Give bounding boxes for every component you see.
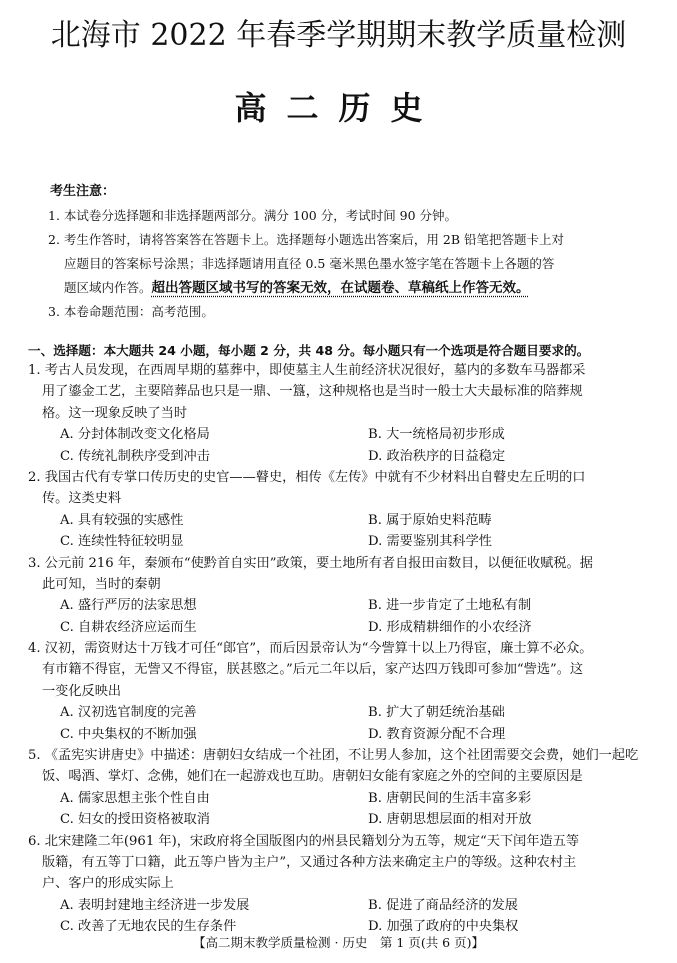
question-text: 6. 北宋建隆二年(961 年)，宋政府将全国版图内的州县民籍划分为五等，规定“天下闰年造五等 bbox=[28, 833, 580, 849]
option-d: D. 唐朝思想层面的相对开放 bbox=[368, 812, 532, 828]
question-text: 户、客户的形成实际上 bbox=[42, 876, 174, 892]
option-b: B. 进一步肯定了土地私有制 bbox=[368, 598, 532, 614]
option-b: B. 唐朝民间的生活丰富多彩 bbox=[368, 790, 532, 806]
option-a: A. 盛行严厉的法家思想 bbox=[60, 598, 197, 614]
notice-line-2b: 应题目的答案标号涂黑；非选择题请用直径 0.5 毫米黑色墨水签字笔在答题卡上各题的答 bbox=[64, 256, 555, 271]
question-text: 1. 考古人员发现，在西周早期的墓葬中，即使墓主人生前经济状况很好，墓内的多数车马器都采 bbox=[28, 363, 586, 378]
question-text: 5. 《孟宪实讲唐史》中描述：唐朝妇女结成一个社团，不让男人参加，这个社团需要交会费，她们一起吃 bbox=[28, 748, 639, 764]
answer-options bbox=[28, 895, 656, 938]
answer-options bbox=[28, 702, 656, 745]
question-text: 有市籍不得宦，无訾又不得宦，朕甚愍之。”后元二年以后，家产达四万钱即可参加“訾选”。这 bbox=[42, 662, 584, 678]
option-a: A. 儒家思想主张个性自由 bbox=[60, 790, 210, 806]
question-2 bbox=[28, 467, 656, 553]
option-a: A. 具有较强的实感性 bbox=[60, 512, 184, 528]
notice-line-1: 1. 本试卷分选择题和非选择题两部分。满分 100 分，考试时间 90 分钟。 bbox=[48, 208, 458, 223]
question-text: 4. 汉初，需资财达十万钱才可任“郎官”，而后因景帝认为“今訾算十以上乃得宦，廉士算不必众。 bbox=[28, 641, 593, 657]
option-a: A. 分封体制改变文化格局 bbox=[60, 427, 210, 443]
option-d: D. 教育资源分配不合理 bbox=[368, 726, 506, 742]
option-c: C. 改善了无地农民的生存条件 bbox=[60, 919, 237, 935]
answer-options bbox=[28, 424, 656, 467]
question-list bbox=[28, 360, 656, 938]
option-d: D. 加强了政府的中央集权 bbox=[368, 919, 519, 935]
question-1 bbox=[28, 360, 656, 467]
option-c: C. 连续性特征较明显 bbox=[60, 534, 184, 550]
answer-options bbox=[28, 788, 656, 831]
option-d: D. 政治秩序的日益稳定 bbox=[368, 448, 506, 464]
option-c: C. 中央集权的不断加强 bbox=[60, 726, 197, 742]
notice-line-3: 3. 本卷命题范围：高考范围。 bbox=[48, 304, 214, 319]
option-d: D. 需要鉴别其科学性 bbox=[368, 534, 492, 550]
option-c: C. 传统礼制秩序受到冲击 bbox=[60, 448, 210, 464]
exam-subject: 高二历史 bbox=[234, 89, 443, 127]
question-text: 此可知，当时的秦朝 bbox=[42, 576, 161, 592]
option-b: B. 扩大了朝廷统治基础 bbox=[368, 705, 505, 721]
question-6 bbox=[28, 831, 656, 938]
option-a: A. 表明封建地主经济进一步发展 bbox=[60, 897, 250, 913]
candidate-notice bbox=[48, 180, 638, 324]
option-b: B. 属于原始史料范畴 bbox=[368, 512, 492, 528]
answer-options bbox=[28, 510, 656, 553]
option-b: B. 大一统格局初步形成 bbox=[368, 427, 505, 443]
question-text: 饭、喝酒、掌灯、念佛，她们在一起游戏也互助。唐朝妇女能有家庭之外的空间的主要原因是 bbox=[42, 769, 583, 785]
option-d: D. 形成精耕细作的小农经济 bbox=[368, 619, 532, 635]
notice-line-2c-plain: 题区域内作答。 bbox=[64, 280, 152, 295]
question-text: 一变化反映出 bbox=[42, 683, 122, 699]
question-4 bbox=[28, 638, 656, 745]
question-text: 传。这类史料 bbox=[42, 491, 122, 507]
notice-heading: 考生注意： bbox=[50, 184, 116, 199]
question-5 bbox=[28, 745, 656, 831]
option-a: A. 汉初选官制度的完善 bbox=[60, 705, 197, 721]
option-b: B. 促进了商品经济的发展 bbox=[368, 897, 518, 913]
option-c: C. 自耕农经济应运而生 bbox=[60, 619, 197, 635]
section-heading: 一、选择题：本大题共 24 小题，每小题 2 分，共 48 分。每小题只有一个选项是符合题目要求的。 bbox=[28, 343, 590, 358]
question-text: 格。这一现象反映了当时 bbox=[42, 405, 188, 421]
page-footer: 【高二期末教学质量检测 · 历史 第 1 页(共 6 页)】 bbox=[193, 935, 484, 950]
question-text: 版籍，有五等丁口籍，此五等户皆为主户”，又通过各种方法来确定主户的等级。这种农村主 bbox=[42, 854, 577, 870]
exam-title: 北海市 2022 年春季学期期末教学质量检测 bbox=[50, 18, 627, 53]
option-c: C. 妇女的授田资格被取消 bbox=[60, 812, 210, 828]
question-3 bbox=[28, 553, 656, 639]
notice-emphasis: 超出答题区域书写的答案无效，在试题卷、草稿纸上作答无效。 bbox=[151, 280, 530, 296]
notice-line-2a: 2. 考生作答时，请将答案答在答题卡上。选择题每小题选出答案后，用 2B 铅笔把答题卡上对 bbox=[48, 232, 564, 247]
question-text: 用了鎏金工艺，主要陪葬品也只是一鼎、一簋，这种规格也是当时一般士大夫最标准的陪葬规 bbox=[42, 384, 583, 400]
answer-options bbox=[28, 595, 656, 638]
question-text: 3. 公元前 216 年，秦颁布“使黔首自实田”政策，要土地所有者自报田亩数目，以便征收赋税。据 bbox=[28, 555, 593, 571]
notice-line-2c bbox=[48, 276, 638, 300]
question-text: 2. 我国古代有专掌口传历史的史官——瞽史，相传《左传》中就有不少材料出自瞽史左丘明的口 bbox=[28, 469, 586, 485]
